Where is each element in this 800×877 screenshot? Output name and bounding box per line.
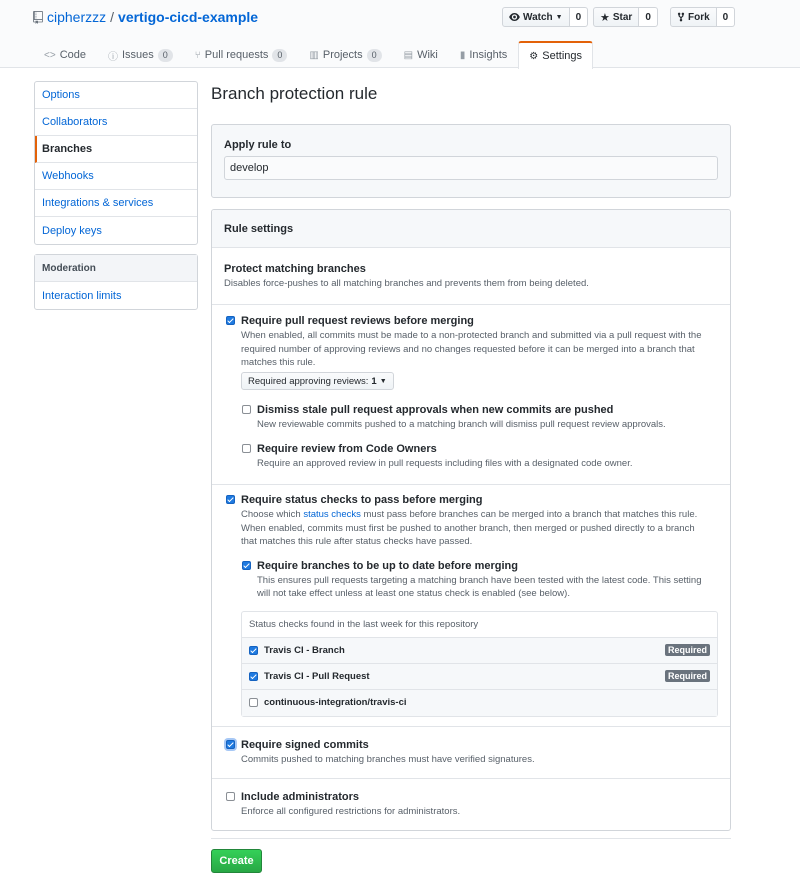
require-status-checks-note-1 [241, 508, 697, 522]
settings-menu [34, 81, 198, 245]
tab-projects[interactable] [298, 41, 392, 68]
create-button[interactable]: Create [211, 849, 262, 873]
tab-label: Projects [322, 49, 363, 61]
dismiss-stale-note: New reviewable commits pushed to a matching branch will dismiss pull request review approvals. [257, 419, 666, 430]
tab-insights[interactable] [449, 41, 518, 68]
status-check-checkbox[interactable] [249, 646, 258, 655]
require-status-checks-note-2: When enabled, commits must first be pushed to another branch, then merged or pushed directly to a branch [241, 523, 695, 534]
approving-reviews-label: Required approving reviews: [248, 375, 369, 387]
status-check-row[interactable] [242, 638, 717, 664]
project-icon: ▥ [309, 49, 319, 61]
status-checks-link[interactable]: status checks [303, 509, 361, 520]
tab-counter: 0 [367, 49, 382, 62]
tab-settings[interactable] [518, 41, 593, 69]
repo-separator: / [110, 9, 115, 25]
sidebar-item-integrations[interactable]: Integrations & services [35, 190, 197, 217]
require-reviews-note-1: When enabled, all commits must be made to a non-protected branch and submitted via a pull request with the [241, 330, 702, 341]
star-icon: ★ [600, 11, 610, 24]
sidebar-item-branches[interactable]: Branches [35, 136, 197, 163]
repo-name-link[interactable]: vertigo-cicd-example [118, 9, 259, 25]
status-check-row[interactable] [242, 664, 717, 690]
tab-counter: 0 [272, 49, 287, 62]
tab-code[interactable] [33, 41, 97, 68]
repo-header [0, 0, 800, 68]
include-admins-title: Include administrators [241, 791, 359, 803]
star-count[interactable]: 0 [639, 7, 658, 27]
book-icon: ▤ [403, 49, 414, 61]
sidebar-item-collaborators[interactable]: Collaborators [35, 109, 197, 136]
code-owners-note: Require an approved review in pull requests including files with a designated code owner. [257, 458, 633, 469]
status-check-checkbox[interactable] [249, 672, 258, 681]
dismiss-stale-checkbox[interactable] [242, 405, 251, 414]
moderation-heading: Moderation [35, 255, 197, 282]
fork-label: Fork [688, 11, 710, 23]
protect-title: Protect matching branches [224, 263, 366, 275]
status-checks-found-label: Status checks found in the last week for this repository [242, 612, 717, 638]
moderation-menu [34, 254, 198, 310]
note-text: Choose which [241, 509, 304, 520]
required-badge: Required [665, 644, 710, 656]
note-text: must pass before branches can be merged into a branch that matches this rule. [360, 509, 698, 520]
fork-button[interactable] [670, 7, 717, 27]
approving-reviews-select[interactable] [241, 372, 394, 390]
require-reviews-title: Require pull request reviews before merging [241, 315, 474, 327]
issue-icon: ⓘ [107, 51, 118, 63]
sidebar-item-options[interactable]: Options [35, 82, 197, 109]
pull-request-icon: ⑂ [194, 49, 201, 61]
graph-icon: ▮ [459, 49, 466, 61]
reviews-section [212, 304, 730, 478]
tab-label: Code [59, 49, 86, 61]
tab-label: Wiki [417, 49, 438, 61]
protect-note: Disables force-pushes to all matching branches and prevents them from being deleted. [224, 278, 589, 289]
apply-rule-box [211, 124, 731, 198]
status-checks-section [212, 484, 730, 726]
sidebar-item-interaction-limits[interactable]: Interaction limits [42, 289, 122, 302]
required-badge: Required [665, 670, 710, 682]
status-check-checkbox[interactable] [249, 698, 258, 707]
rule-settings-box [211, 209, 731, 831]
require-reviews-checkbox[interactable] [226, 316, 235, 325]
code-owners-title: Require review from Code Owners [257, 443, 437, 455]
tab-pull-requests[interactable] [184, 41, 299, 68]
form-divider [211, 838, 731, 839]
status-check-name: continuous-integration/travis-ci [264, 697, 407, 708]
require-reviews-note-2: required number of approving reviews and no changes requested before it can be merged into a branch that [241, 344, 695, 355]
tab-issues[interactable] [97, 41, 184, 68]
require-reviews-note-3: matches this rule. [241, 357, 316, 368]
tab-label: Pull requests [204, 49, 269, 61]
sidebar-item-deploy-keys[interactable]: Deploy keys [42, 224, 102, 237]
repo-owner-link[interactable]: cipherzzz [47, 9, 107, 25]
watch-button[interactable] [502, 7, 570, 27]
status-check-name: Travis CI - Pull Request [264, 671, 370, 682]
dismiss-stale-title: Dismiss stale pull request approvals when new commits are pushed [257, 404, 614, 416]
tab-wiki[interactable] [393, 41, 449, 68]
signed-commits-checkbox[interactable] [226, 740, 235, 749]
watch-label: Watch [523, 11, 553, 23]
branch-pattern-input[interactable]: develop [224, 156, 718, 180]
up-to-date-note-2: will not take effect unless at least one status check is enabled (see below). [257, 588, 570, 599]
rule-settings-header [212, 210, 730, 248]
status-check-name: Travis CI - Branch [264, 645, 345, 656]
tab-label: Settings [542, 50, 583, 62]
signed-commits-note: Commits pushed to matching branches must have verified signatures. [241, 754, 535, 765]
code-owners-checkbox[interactable] [242, 444, 251, 453]
eye-icon [509, 13, 520, 21]
status-check-row[interactable] [242, 690, 717, 716]
rule-settings-title: Rule settings [224, 222, 294, 235]
approving-reviews-value: 1 [371, 375, 377, 387]
status-checks-list [241, 611, 718, 717]
apply-rule-label: Apply rule to [224, 139, 292, 151]
require-status-checks-note-3: that matches this rule after status checks have passed. [241, 536, 473, 547]
watch-count[interactable]: 0 [570, 7, 589, 27]
star-group [593, 7, 658, 27]
signed-commits-title: Require signed commits [241, 739, 369, 751]
include-admins-checkbox[interactable] [226, 792, 235, 801]
fork-count[interactable]: 0 [717, 7, 736, 27]
sidebar-item-webhooks[interactable]: Webhooks [35, 163, 197, 190]
up-to-date-note-1: This ensures pull requests targeting a matching branch have been tested with the latest code. This setting [257, 575, 702, 586]
signed-commits-section [212, 726, 730, 778]
require-status-checks-title: Require status checks to pass before merging [241, 494, 483, 506]
chevron-down-icon: ▼ [555, 13, 563, 21]
up-to-date-title: Require branches to be up to date before merging [257, 560, 518, 572]
star-button[interactable] [593, 7, 639, 27]
tab-label: Issues [121, 49, 154, 61]
require-status-checks-checkbox[interactable] [226, 495, 235, 504]
code-icon: <> [44, 49, 56, 61]
watch-group [502, 7, 588, 27]
repo-nav [33, 41, 593, 68]
include-admins-note: Enforce all configured restrictions for administrators. [241, 806, 461, 817]
page-title: Branch protection rule [211, 84, 378, 103]
tab-counter: 0 [158, 49, 173, 62]
fork-icon [677, 12, 685, 22]
up-to-date-checkbox[interactable] [242, 561, 251, 570]
chevron-down-icon: ▼ [379, 377, 387, 385]
repo-title [33, 9, 258, 25]
include-admins-section [212, 778, 730, 831]
gear-icon: ⚙ [529, 50, 539, 62]
star-label: Star [612, 11, 633, 23]
tab-label: Insights [469, 49, 508, 61]
fork-group [670, 7, 735, 27]
repo-icon [33, 11, 43, 24]
